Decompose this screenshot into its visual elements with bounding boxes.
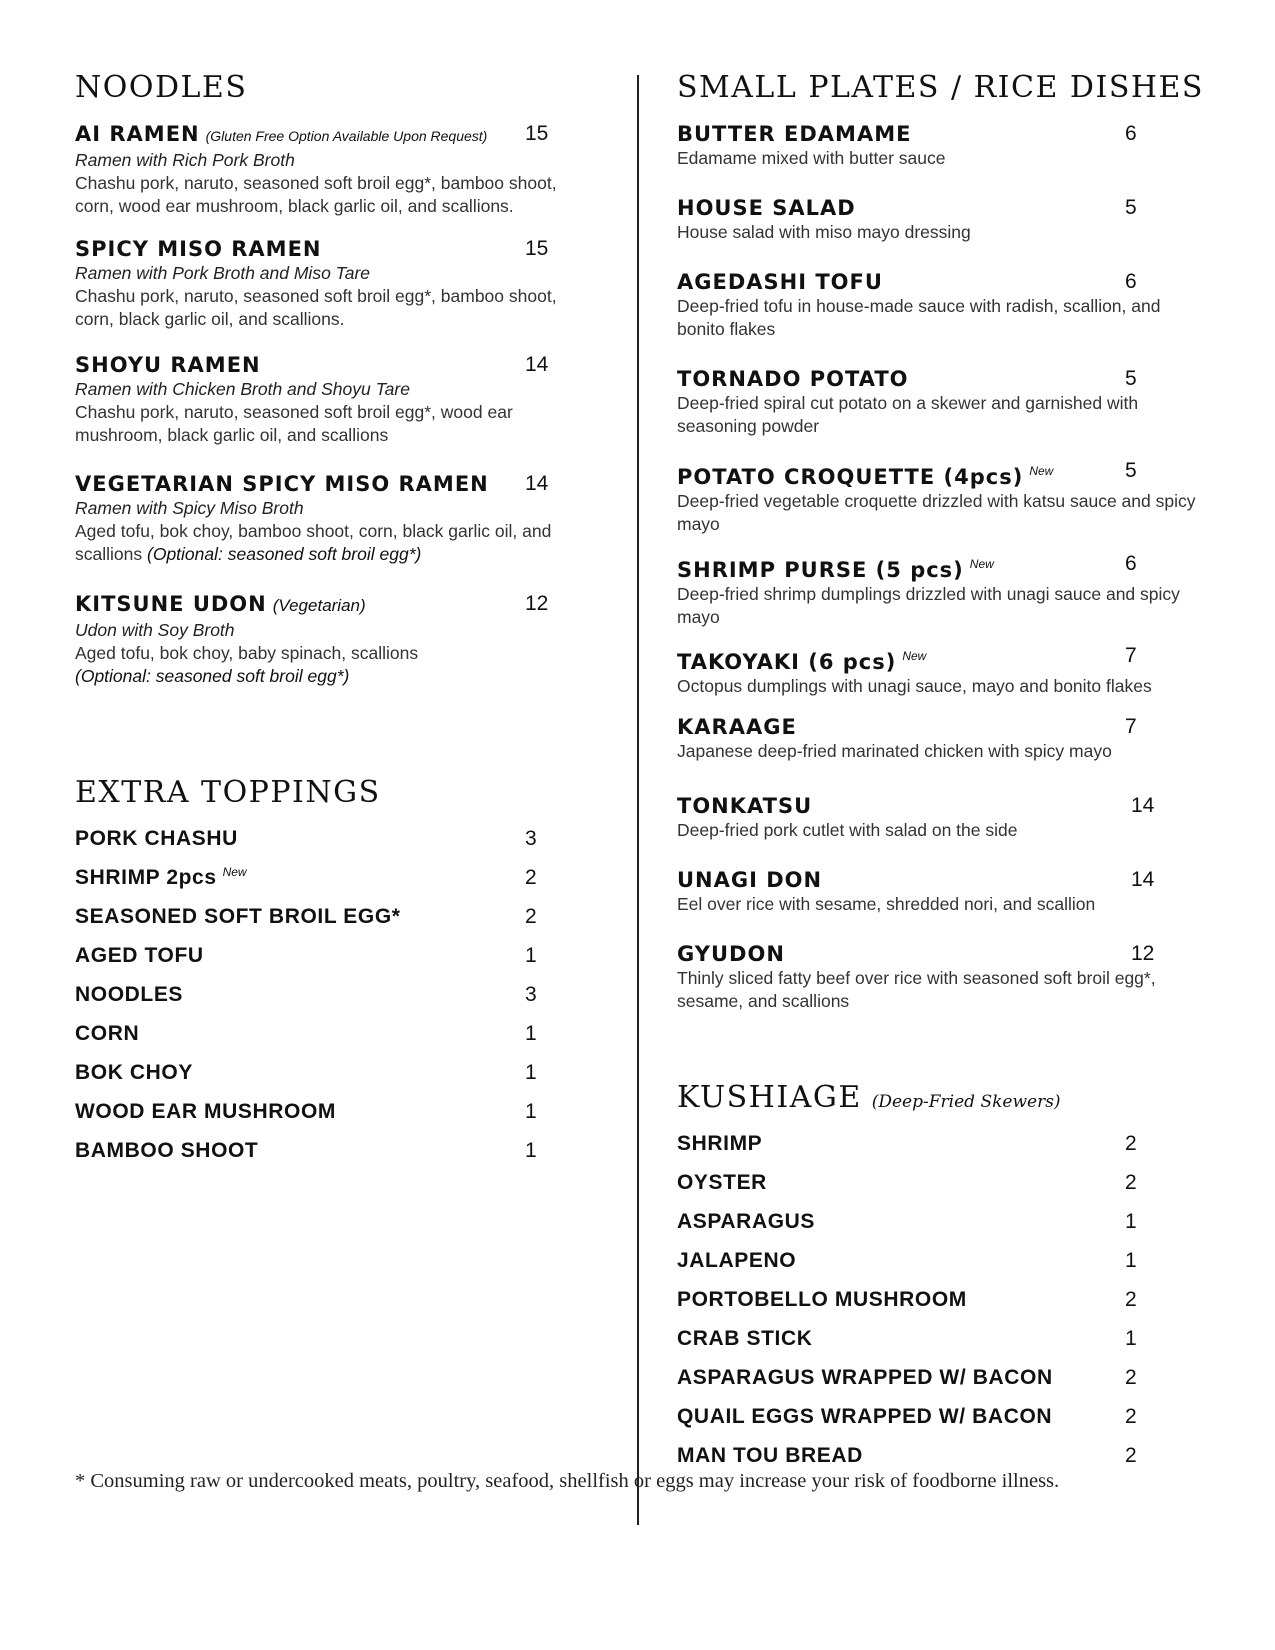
item-description: Edamame mixed with butter sauce	[677, 148, 946, 168]
menu-item-tornado-potato	[677, 366, 1197, 438]
item-name: POTATO CROQUETTE (4pcs)	[677, 465, 1024, 489]
item-description: Deep-fried vegetable croquette drizzled with katsu sauce and spicy mayo	[677, 491, 1196, 534]
topping-price: 1	[525, 1022, 537, 1045]
item-optional: (Optional: seasoned soft broil egg*)	[147, 544, 422, 564]
item-price: 5	[1125, 196, 1137, 219]
skewer-row	[677, 1325, 1197, 1353]
item-description: Aged tofu, bok choy, bamboo shoot, corn, black garlic oil, and scallions	[75, 521, 552, 564]
item-price: 15	[525, 122, 549, 145]
menu-item-butter-edamame	[677, 121, 1197, 170]
skewer-price: 2	[1125, 1288, 1137, 1311]
item-name: GYUDON	[677, 942, 785, 966]
menu-item-unagi-don	[677, 867, 1197, 916]
menu-item-agedashi-tofu	[677, 269, 1197, 341]
menu-item-house-salad	[677, 195, 1197, 244]
item-price: 5	[1125, 367, 1137, 390]
item-optional: (Optional: seasoned soft broil egg*)	[75, 666, 350, 686]
item-price: 5	[1125, 459, 1137, 482]
item-name: UNAGI DON	[677, 868, 823, 892]
item-price: 12	[1131, 942, 1155, 965]
item-note: (Vegetarian)	[272, 596, 366, 615]
topping-row	[75, 903, 585, 931]
item-name: BUTTER EDAMAME	[677, 122, 912, 146]
item-price: 7	[1125, 715, 1137, 738]
topping-row	[75, 942, 585, 970]
topping-row	[75, 981, 585, 1009]
topping-row	[75, 1137, 585, 1165]
kushiage-title: KUSHIAGE	[677, 1080, 862, 1115]
item-price: 6	[1125, 552, 1137, 575]
topping-name: PORK CHASHU	[75, 827, 238, 850]
item-price: 14	[525, 472, 549, 495]
skewer-row	[677, 1247, 1197, 1275]
item-description: Japanese deep-fried marinated chicken with spicy mayo	[677, 741, 1112, 761]
skewer-row	[677, 1286, 1197, 1314]
skewer-row	[677, 1364, 1197, 1392]
kushiage-subtitle: (Deep-Fried Skewers)	[871, 1092, 1061, 1112]
skewer-price: 1	[1125, 1327, 1137, 1350]
skewer-name: QUAIL EGGS WRAPPED W/ BACON	[677, 1405, 1053, 1428]
item-description: House salad with miso mayo dressing	[677, 222, 971, 242]
menu-item-potato-croquette	[677, 458, 1197, 536]
item-name: SHRIMP PURSE (5 pcs)	[677, 558, 964, 582]
item-broth: Udon with Soy Broth	[75, 620, 235, 640]
item-name: KITSUNE UDON	[75, 592, 267, 616]
menu-item-kitsune-udon	[75, 591, 585, 688]
item-price: 15	[525, 237, 549, 260]
skewer-name: CRAB STICK	[677, 1327, 813, 1350]
skewer-row	[677, 1130, 1197, 1158]
topping-row	[75, 1098, 585, 1126]
menu-item-gyudon	[677, 941, 1197, 1013]
item-price: 14	[1131, 868, 1155, 891]
item-price: 14	[1131, 794, 1155, 817]
item-price: 14	[525, 353, 549, 376]
topping-name: BOK CHOY	[75, 1061, 193, 1084]
menu-item-vegetarian-spicy-miso-ramen	[75, 471, 585, 566]
item-price: 7	[1125, 644, 1137, 667]
item-broth: Ramen with Pork Broth and Miso Tare	[75, 263, 371, 283]
item-description: Chashu pork, naruto, seasoned soft broil egg*, wood ear mushroom, black garlic oil, and scallions	[75, 402, 513, 445]
item-name: VEGETARIAN SPICY MISO RAMEN	[75, 472, 489, 496]
skewer-name: JALAPENO	[677, 1249, 797, 1272]
item-description: Thinly sliced fatty beef over rice with seasoned soft broil egg*, sesame, and scallions	[677, 968, 1156, 1011]
item-description: Chashu pork, naruto, seasoned soft broil egg*, bamboo shoot, corn, wood ear mushroom, black garlic oil, and scallions.	[75, 173, 557, 216]
topping-name: AGED TOFU	[75, 944, 204, 967]
item-price: 12	[525, 592, 549, 615]
skewer-price: 1	[1125, 1210, 1137, 1233]
item-broth: Ramen with Rich Pork Broth	[75, 150, 295, 170]
new-badge: New	[1029, 464, 1054, 478]
item-name: SPICY MISO RAMEN	[75, 237, 322, 261]
item-description: Deep-fried spiral cut potato on a skewer and garnished with seasoning powder	[677, 393, 1139, 436]
kushiage-heading	[677, 1080, 1061, 1115]
menu-item-spicy-miso-ramen	[75, 236, 585, 331]
new-badge: New	[969, 557, 994, 571]
item-broth: Ramen with Spicy Miso Broth	[75, 498, 304, 518]
topping-row	[75, 1059, 585, 1087]
menu-item-shrimp-purse	[677, 551, 1197, 629]
topping-name: CORN	[75, 1022, 140, 1045]
topping-price: 1	[525, 944, 537, 967]
item-name: KARAAGE	[677, 715, 797, 739]
topping-name: SEASONED SOFT BROIL EGG*	[75, 905, 401, 928]
item-note: (Gluten Free Option Available Upon Request)	[205, 128, 488, 144]
item-name: TONKATSU	[677, 794, 813, 818]
food-safety-footnote: * Consuming raw or undercooked meats, poultry, seafood, shellfish or eggs may increase your risk of foodborne illness.	[75, 1470, 1060, 1492]
topping-name: SHRIMP 2pcs	[75, 866, 217, 889]
topping-name: WOOD EAR MUSHROOM	[75, 1100, 337, 1123]
topping-name: NOODLES	[75, 983, 184, 1006]
topping-price: 3	[525, 983, 537, 1006]
menu-item-shoyu-ramen	[75, 352, 585, 447]
skewer-price: 1	[1125, 1249, 1137, 1272]
item-name: AGEDASHI TOFU	[677, 270, 883, 294]
topping-price: 1	[525, 1100, 537, 1123]
topping-price: 3	[525, 827, 537, 850]
item-name: TORNADO POTATO	[677, 367, 909, 391]
item-description: Deep-fried pork cutlet with salad on the side	[677, 820, 1018, 840]
topping-name: BAMBOO SHOOT	[75, 1139, 259, 1162]
skewer-price: 2	[1125, 1366, 1137, 1389]
menu-item-ai-ramen	[75, 121, 585, 218]
skewer-row	[677, 1208, 1197, 1236]
skewer-name: SHRIMP	[677, 1132, 763, 1155]
item-description: Eel over rice with sesame, shredded nori, and scallion	[677, 894, 1096, 914]
skewer-price: 2	[1125, 1444, 1137, 1467]
item-description: Deep-fried shrimp dumplings drizzled with unagi sauce and spicy mayo	[677, 584, 1180, 627]
new-badge: New	[902, 649, 927, 663]
skewer-name: PORTOBELLO MUSHROOM	[677, 1288, 967, 1311]
topping-price: 2	[525, 905, 537, 928]
extra-toppings-heading: EXTRA TOPPINGS	[75, 775, 381, 810]
skewer-row	[677, 1403, 1197, 1431]
skewer-name: ASPARAGUS WRAPPED W/ BACON	[677, 1366, 1053, 1389]
topping-row	[75, 825, 585, 853]
topping-row	[75, 1020, 585, 1048]
new-badge: New	[222, 865, 247, 879]
skewer-row	[677, 1169, 1197, 1197]
topping-price: 1	[525, 1139, 537, 1162]
skewer-price: 2	[1125, 1132, 1137, 1155]
menu-item-tonkatsu	[677, 793, 1197, 842]
skewer-price: 2	[1125, 1171, 1137, 1194]
skewer-name: OYSTER	[677, 1171, 767, 1194]
skewer-row	[677, 1442, 1197, 1470]
item-price: 6	[1125, 270, 1137, 293]
item-name: TAKOYAKI (6 pcs)	[677, 650, 897, 674]
item-name: AI RAMEN	[75, 122, 200, 146]
item-name: SHOYU RAMEN	[75, 353, 261, 377]
item-description: Octopus dumplings with unagi sauce, mayo and bonito flakes	[677, 676, 1152, 696]
item-price: 6	[1125, 122, 1137, 145]
item-description: Deep-fried tofu in house-made sauce with radish, scallion, and bonito flakes	[677, 296, 1161, 339]
skewer-name: MAN TOU BREAD	[677, 1444, 863, 1467]
menu-item-takoyaki	[677, 643, 1197, 698]
skewer-name: ASPARAGUS	[677, 1210, 816, 1233]
topping-row	[75, 864, 585, 892]
column-divider	[637, 75, 639, 1525]
item-description: Aged tofu, bok choy, baby spinach, scallions	[75, 643, 419, 663]
item-description: Chashu pork, naruto, seasoned soft broil egg*, bamboo shoot, corn, black garlic oil, and scallions.	[75, 286, 557, 329]
menu-item-karaage	[677, 714, 1197, 763]
topping-price: 2	[525, 866, 537, 889]
item-name: HOUSE SALAD	[677, 196, 856, 220]
skewer-price: 2	[1125, 1405, 1137, 1428]
noodles-heading: NOODLES	[75, 70, 248, 105]
item-broth: Ramen with Chicken Broth and Shoyu Tare	[75, 379, 410, 399]
small-plates-heading: SMALL PLATES / RICE DISHES	[677, 70, 1204, 105]
topping-price: 1	[525, 1061, 537, 1084]
